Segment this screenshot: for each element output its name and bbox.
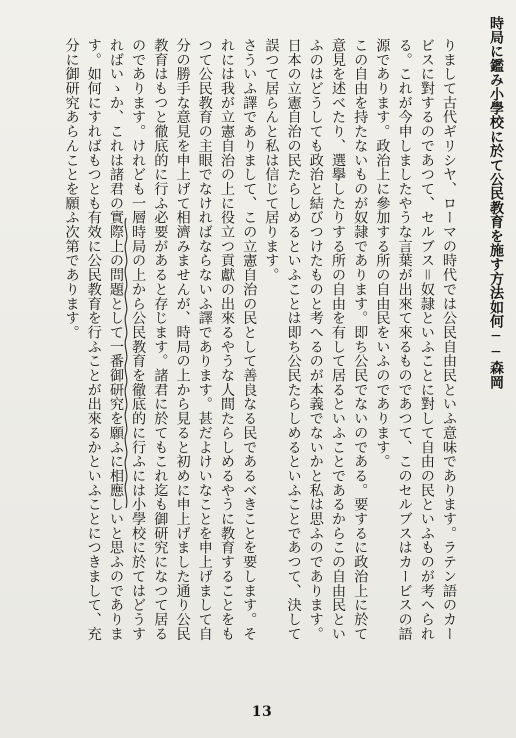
running-head: 時局に鑑み小學校に於て公民教育を施す方法如何──森岡 [488, 16, 504, 390]
page-number: 13 [251, 704, 273, 720]
wavy-dash-separator [121, 218, 131, 508]
body-text: りまして古代ギリシヤ、ローマの時代では公民自由民といふ意味であります。ラテン語のカービスに對するのであつて、セルブス＝奴隷といふことに對して自由の民といふものが考へられる。これが今申しましたやうな言葉が出來て來るものであつて、このセルブスはカービスの語源であります。政治上に參加する所の自由民をいふのであります。 この自由を持たないものが奴隷であります。即ち公民でないのである。要するに政治上に於て意見を述べたり、選擧したりする所の自由を有して居るといふことであるからこの自由民といふのはどうしても政治と結びつけたものと考へるのが本義でないかと私は思ふのであります。日本の立憲自治の民たらしめるといふことは即ち公民たらしめるといふことであつて、決して誤つて居らんと私は信じて居ります。 さういふ譯でありまして、この立憲自治の民として善良なる民であるべきことを要します。それには我が立憲自治の上に役立つ貢獻の出來るやうな人間たらしめるやうに教育することをもつて公民教育の主眼でなければならないふ譯であります。甚だよけいなことを申上げまして自分の勝手な意見を申上げて相濟みませんが、時局の上から見ると初めに申上げました通り公民教育はもつと徹底的に行ふ必要があると存じます。諸君に於てもこれ迄も御研究になつて居るのであります。けれども一層時局の上から公民教育を徹底的に行ふには小學校に於てはどうすればいゝか、これは諸君の實際上の問題として一番御研究を願ふに相應しいと思ふのであります。如何にすればもつとも有效に公民教育を行ふことが出來るかといふことにつきまして、充分に御研究あらんことを願ふ次第であります。 [63, 38, 457, 641]
